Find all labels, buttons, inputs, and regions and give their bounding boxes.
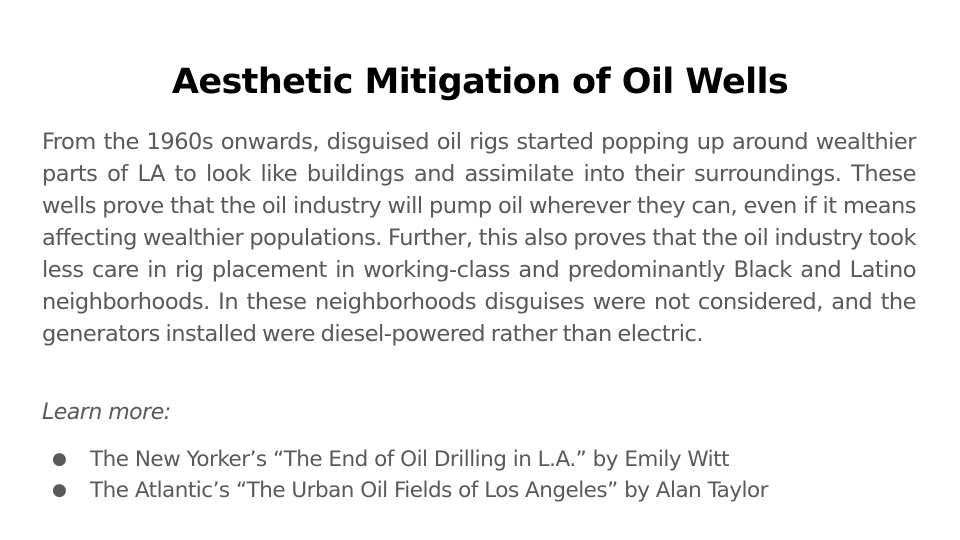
- learn-more-label: Learn more:: [42, 400, 171, 425]
- body-paragraph: From the 1960s onwards, disguised oil rigs started popping up around wealthier parts of LA to look like buildings and assimilate into their surroundings. These wells prove that the oil industry will pump oil wherever they can, even if it means affecting wealthier populations. Further, this also proves that the oil industry took less care in rig placement in working-class and predominantly Black and Latino neighborhoods. In these neighborhoods disguises were not considered, and the generators installed were diesel-powered rather than electric.: [42, 129, 916, 347]
- bullet-icon: ●: [52, 480, 67, 500]
- reference-link-new-yorker[interactable]: The New Yorker’s “The End of Oil Drilling in L.A.” by Emily Witt: [90, 447, 729, 472]
- slide-title: Aesthetic Mitigation of Oil Wells: [171, 62, 789, 102]
- bullet-icon: ●: [52, 449, 67, 469]
- reference-link-atlantic[interactable]: The Atlantic’s “The Urban Oil Fields of Los Angeles” by Alan Taylor: [90, 478, 769, 503]
